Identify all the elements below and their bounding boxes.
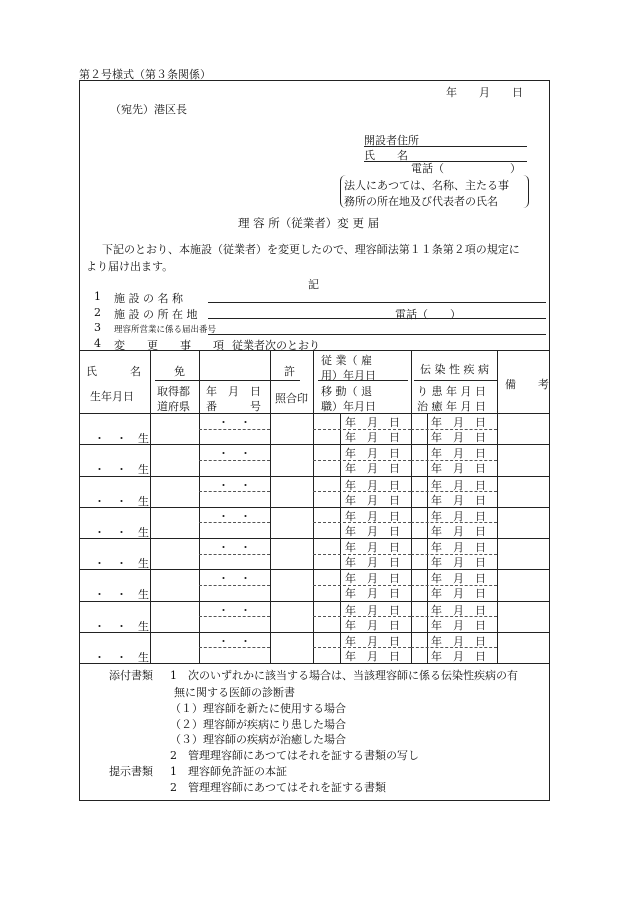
table-row-birth[interactable]: ・ ・ 生: [94, 650, 149, 664]
applicant-address-label: 開設者住所: [364, 134, 419, 147]
table-row-leave-date[interactable]: 年 月 日: [345, 462, 400, 476]
form-label: 第２号様式（第３条関係）: [79, 68, 211, 81]
table-row-employment-date[interactable]: 年 月 日: [345, 541, 400, 554]
item4-label: 変 更 事 項: [114, 339, 224, 352]
table-row-birth[interactable]: ・ ・ 生: [94, 525, 149, 539]
applicant-phone-label[interactable]: 電話（ ）: [411, 162, 521, 175]
item4-num: 4: [94, 337, 101, 350]
table-row-onset-date[interactable]: 年 月 日: [431, 541, 486, 554]
intro-line-1: 下記のとおり、本施設（従業者）を変更したので、理容師法第１１条第２項の規定に: [102, 243, 520, 256]
table-row-leave-date[interactable]: 年 月 日: [345, 618, 400, 632]
item2-num: 2: [94, 306, 101, 319]
attachment-line-2: 2 管理理容師にあつてはそれを証する書類の写し: [170, 749, 419, 762]
ki-heading: 記: [308, 278, 319, 291]
table-row-onset-date[interactable]: 年 月 日: [431, 603, 486, 617]
header-date: 年 月 日: [206, 385, 261, 398]
table-row-leave-date[interactable]: 年 月 日: [345, 556, 400, 569]
attachment-sub-2: （２）理容師が疾病にり患した場合: [170, 718, 346, 731]
table-row-onset-date[interactable]: 年 月 日: [431, 634, 486, 648]
registration-number-line[interactable]: [208, 334, 546, 335]
table-row-birth[interactable]: ・ ・ 生: [94, 588, 149, 602]
applicant-name-label: 氏 名: [364, 149, 408, 162]
attachment-line-1: 1 次のいずれかに該当する場合は、当該理容師に係る伝染性疾病の有: [170, 669, 518, 682]
table-row-onset-date[interactable]: 年 月 日: [431, 509, 486, 523]
item1-label: 施 設 の 名 称: [114, 292, 183, 305]
table-row-license-date[interactable]: ・ ・: [218, 509, 251, 523]
facility-address-line[interactable]: [208, 318, 546, 319]
table-row-onset-date[interactable]: 年 月 日: [431, 478, 486, 492]
attachment-sub-1: （１）理容師を新たに使用する場合: [170, 702, 346, 715]
table-row-license-date[interactable]: ・ ・: [218, 634, 251, 648]
presented-line-2: 2 管理理容師にあつてはそれを証する書類: [170, 781, 386, 794]
table-row-onset-date[interactable]: 年 月 日: [431, 447, 486, 461]
item4-value: 従業者次のとおり: [232, 339, 320, 352]
facility-name-line[interactable]: [208, 302, 546, 303]
table-header-emp-mid-line: [318, 380, 408, 381]
header-number: 番 号: [206, 400, 261, 413]
table-header-dis-mid-line: [414, 380, 497, 381]
table-row-birth[interactable]: ・ ・ 生: [94, 494, 149, 508]
header-seal: 照合印: [275, 392, 308, 405]
header-employment-1: 従 業（ 雇: [321, 354, 372, 367]
table-row-onset-date[interactable]: 年 月 日: [431, 416, 486, 429]
table-row-cure-date[interactable]: 年 月 日: [431, 556, 486, 569]
table-row-employment-date[interactable]: 年 月 日: [345, 416, 400, 429]
date-line[interactable]: 年 月 日: [446, 86, 523, 99]
header-disease-onset: り 患 年 月 日: [417, 385, 486, 398]
table-row-cure-date[interactable]: 年 月 日: [431, 618, 486, 632]
header-employment-2: 用）年月日: [321, 369, 376, 382]
header-disease: 伝 染 性 疾 病: [420, 363, 489, 376]
table-row-employment-date[interactable]: 年 月 日: [345, 603, 400, 617]
table-row-license-date[interactable]: ・ ・: [218, 572, 251, 586]
intro-line-2: より届け出ます。: [86, 260, 174, 273]
item2-phone[interactable]: 電話（ ）: [395, 308, 461, 321]
presented-line-1: 1 理容師免許証の本証: [170, 765, 287, 778]
table-row-birth[interactable]: ・ ・ 生: [94, 557, 149, 570]
table-row-birth[interactable]: ・ ・ 生: [94, 619, 149, 633]
header-license: 免 許: [174, 365, 295, 378]
attachment-line-1b: 無に関する医師の診断書: [174, 686, 295, 699]
table-header-mid-line: [155, 380, 300, 381]
table-row-cure-date[interactable]: 年 月 日: [431, 462, 486, 476]
attachment-sub-3: （３）理容師の疾病が治癒した場合: [170, 733, 346, 746]
table-row-employment-date[interactable]: 年 月 日: [345, 572, 400, 586]
header-pref-2: 道府県: [157, 400, 190, 413]
corp-note-line-2: 務所の所在地及び代表者の氏名: [344, 195, 498, 208]
item1-num: 1: [94, 290, 101, 303]
table-row-license-date[interactable]: ・ ・: [218, 478, 251, 492]
table-row-leave-date[interactable]: 年 月 日: [345, 649, 400, 663]
header-employment-4: 職）年月日: [321, 400, 376, 413]
item2-label: 施 設 の 所 在 地: [114, 308, 198, 321]
table-row-license-date[interactable]: ・ ・: [218, 447, 251, 461]
table-row-license-date[interactable]: ・ ・: [218, 603, 251, 617]
table-row-employment-date[interactable]: 年 月 日: [345, 447, 400, 461]
table-row-license-date[interactable]: ・ ・: [218, 416, 251, 429]
header-remarks: 備 考: [505, 378, 549, 391]
item3-label: 理容所営業に係る届出番号: [114, 325, 217, 335]
header-pref-1: 取得都: [157, 385, 190, 398]
addressee: （宛先）港区長: [110, 103, 187, 116]
table-row-cure-date[interactable]: 年 月 日: [431, 493, 486, 507]
header-employment-3: 移 動（ 退: [321, 385, 372, 398]
table-row-license-date[interactable]: ・ ・: [218, 541, 251, 554]
table-row-leave-date[interactable]: 年 月 日: [345, 431, 400, 444]
table-row-employment-date[interactable]: 年 月 日: [345, 634, 400, 648]
header-birth: 生年月日: [90, 390, 134, 403]
table-row-cure-date[interactable]: 年 月 日: [431, 524, 486, 538]
presented-label: 提示書類: [109, 765, 153, 778]
table-row-birth[interactable]: ・ ・ 生: [94, 463, 149, 477]
table-row-leave-date[interactable]: 年 月 日: [345, 524, 400, 538]
table-row-employment-date[interactable]: 年 月 日: [345, 478, 400, 492]
table-row-birth[interactable]: ・ ・ 生: [94, 432, 149, 445]
table-row-onset-date[interactable]: 年 月 日: [431, 572, 486, 586]
table-row-leave-date[interactable]: 年 月 日: [345, 587, 400, 601]
header-disease-cure: 治 癒 年 月 日: [417, 400, 486, 413]
form-title: 理 容 所（従業者）変 更 届: [238, 216, 380, 230]
table-row-employment-date[interactable]: 年 月 日: [345, 509, 400, 523]
corp-note-line-1: 法人にあつては、名称、主たる事: [344, 179, 509, 192]
header-name: 氏 名: [86, 365, 141, 378]
attachments-label: 添付書類: [109, 669, 153, 682]
item3-num: 3: [94, 321, 101, 334]
table-row-cure-date[interactable]: 年 月 日: [431, 649, 486, 663]
table-row-cure-date[interactable]: 年 月 日: [431, 431, 486, 444]
table-row-leave-date[interactable]: 年 月 日: [345, 493, 400, 507]
table-row-cure-date[interactable]: 年 月 日: [431, 587, 486, 601]
